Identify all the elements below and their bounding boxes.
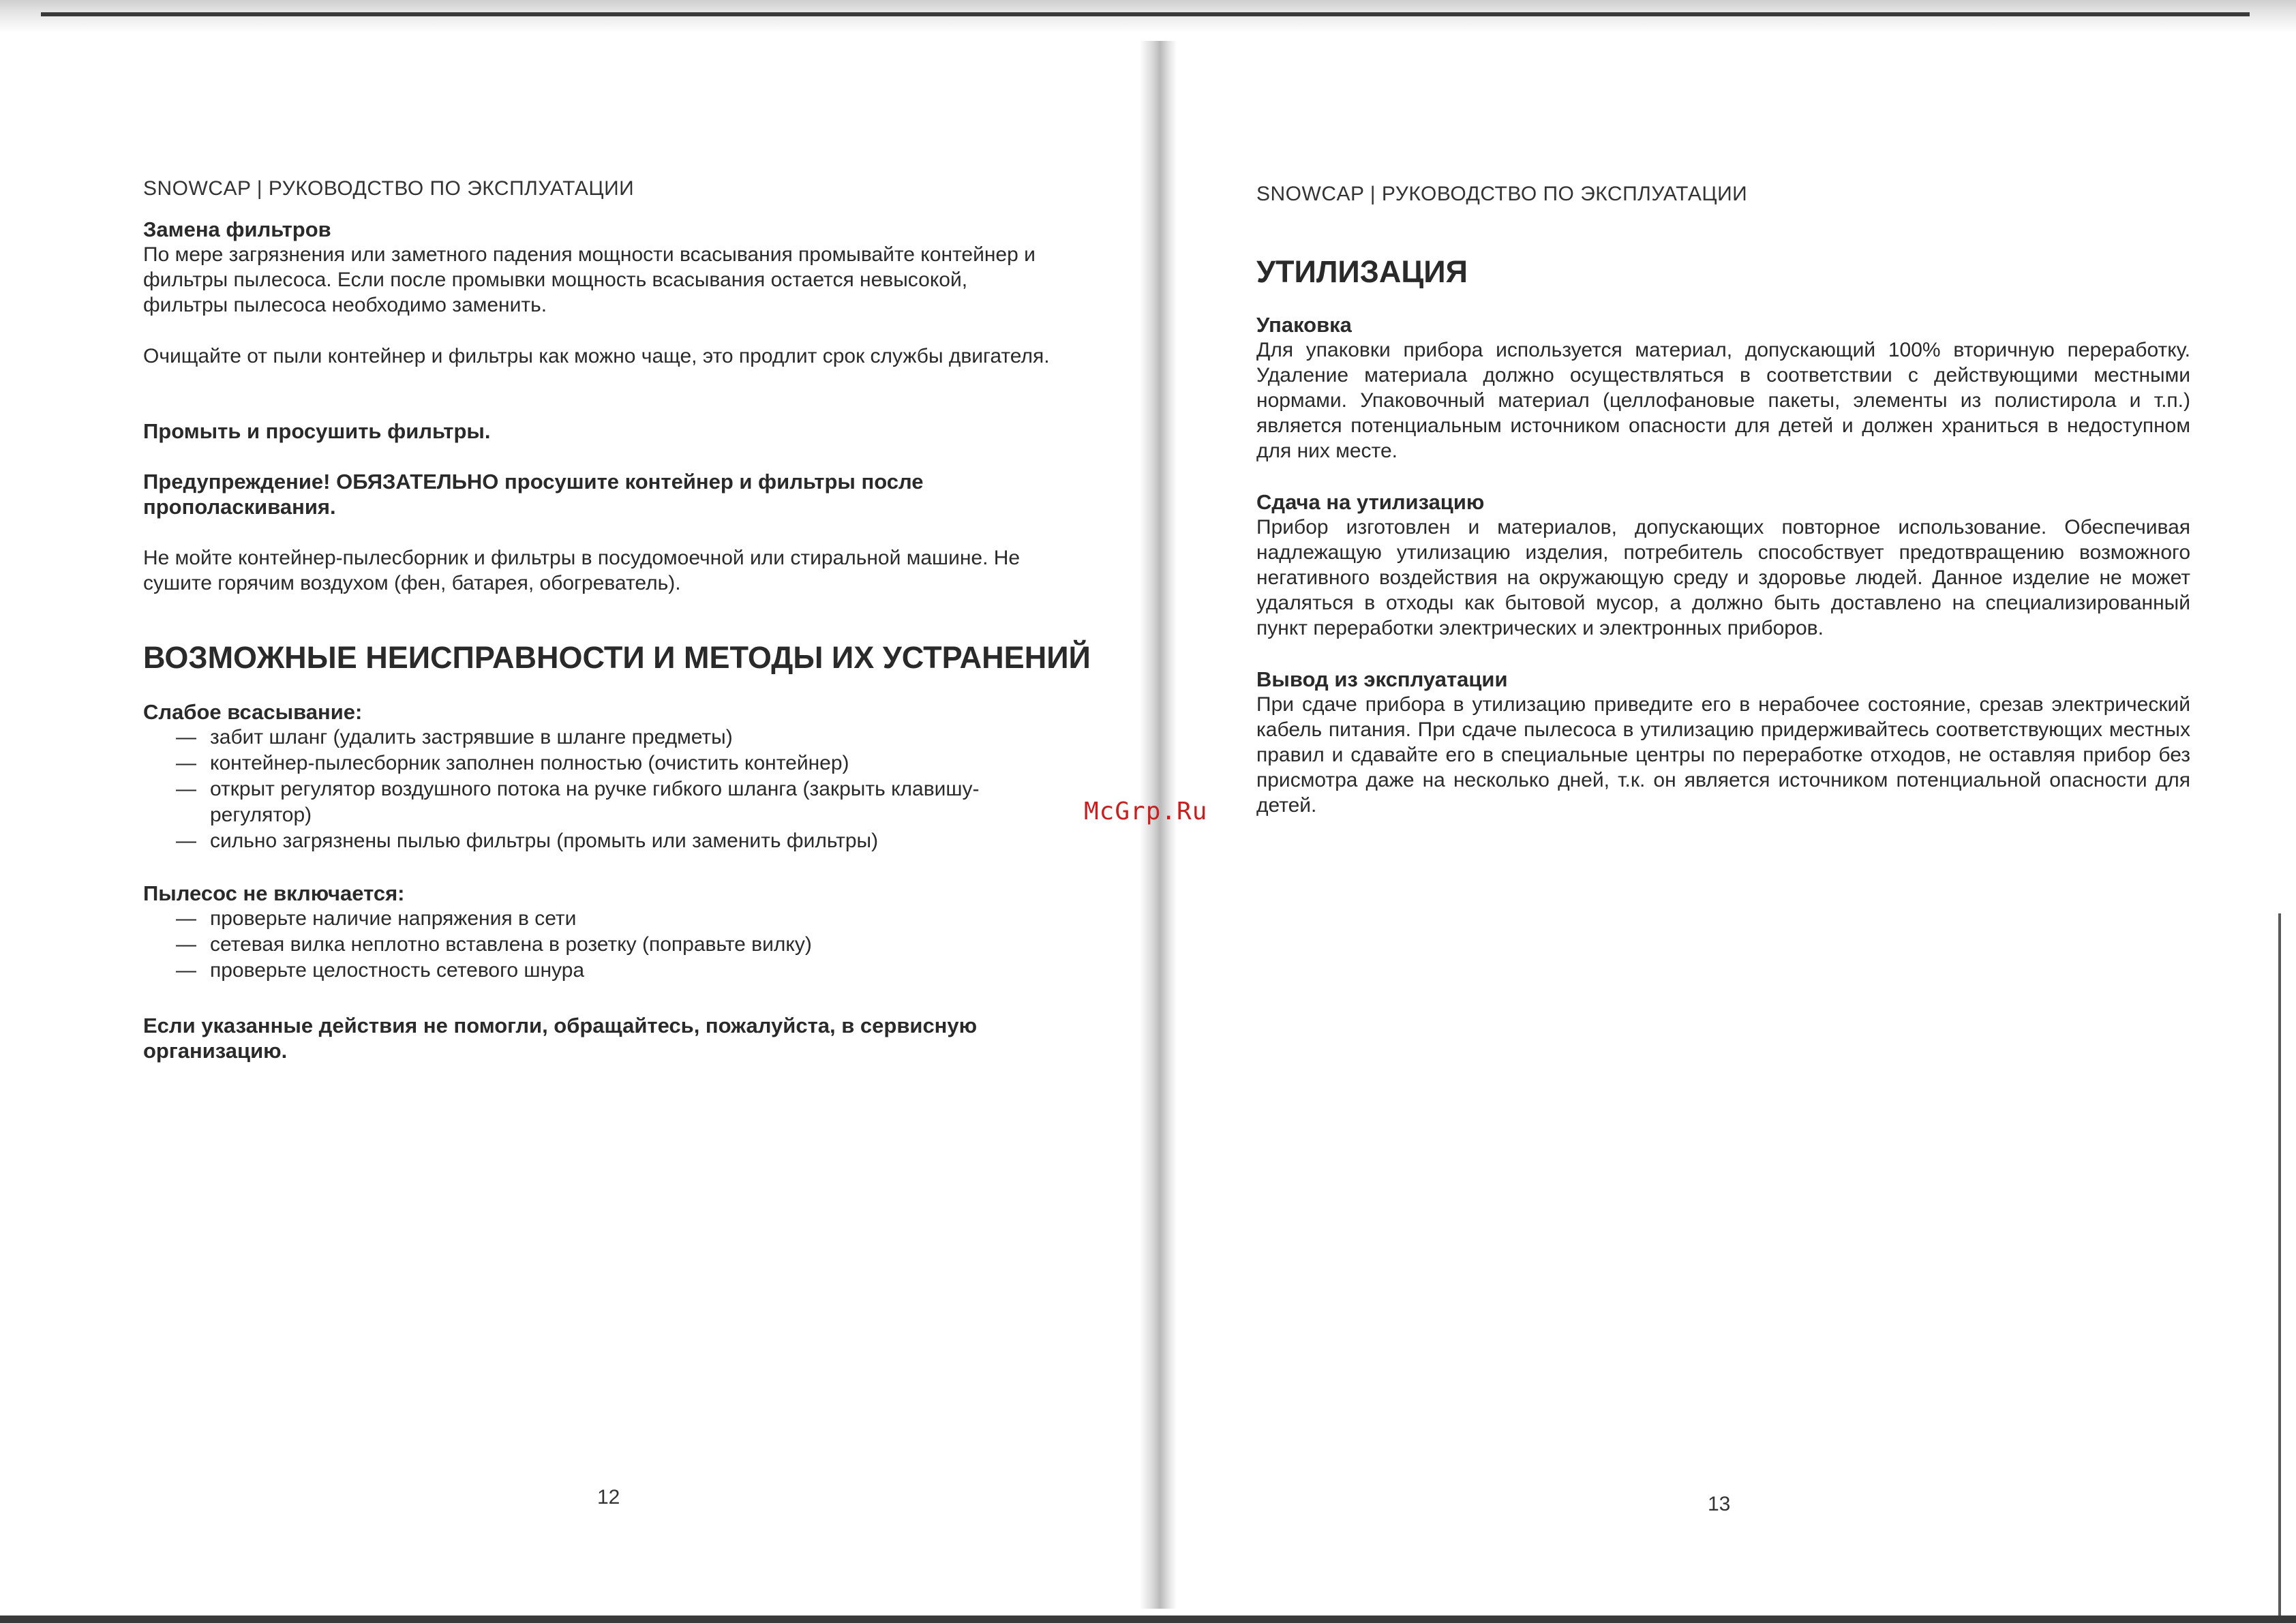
filters-warning: Предупреждение! ОБЯЗАТЕЛЬНО просушите контейнер и фильтры после прополаскивания. bbox=[143, 470, 924, 519]
left-page bbox=[143, 0, 1091, 1623]
closing-note: Если указанные действия не помогли, обращайтесь, пожалуйста, в сервисную организацию. bbox=[143, 1014, 978, 1063]
weak-suction-section bbox=[143, 699, 1057, 854]
recycling-text: Прибор изготовлен и материалов, допускающих повторное использование. Обеспечивая надлежащую утилизацию изделия, потребитель способствует предотвращению возможного негативного воздействия на окружающую среду и здоровье людей. Данное изделие не может удаляться в отходы как бытовой мусор, а должно быть доставлено на специализированный пункт переработки электрических и электронных приборов. bbox=[1256, 516, 2190, 639]
packaging-section bbox=[1256, 312, 2190, 464]
scan-right-edge bbox=[2278, 913, 2281, 1616]
filters-paragraph-2-block bbox=[143, 344, 1057, 369]
filters-paragraph-3-block bbox=[143, 545, 1057, 596]
filters-bold-1-block bbox=[143, 419, 1057, 444]
running-head: SNOWCAP | РУКОВОДСТВО ПО ЭКСПЛУАТАЦИИ bbox=[1256, 183, 1748, 205]
no-power-list bbox=[143, 906, 1057, 984]
weak-suction-list bbox=[143, 725, 1057, 854]
disposal-title: УТИЛИЗАЦИЯ bbox=[1256, 254, 1468, 289]
list-item: — открыт регулятор воздушного потока на ручке гибкого шланга (закрыть клавишу-регулятор) bbox=[176, 776, 1057, 828]
right-page bbox=[1256, 0, 2190, 1623]
filters-bold-1: Промыть и просушить фильтры. bbox=[143, 419, 491, 443]
list-item: — сильно загрязнены пылью фильтры (промыть или заменить фильтры) bbox=[176, 828, 1057, 854]
list-item: — проверьте целостность сетевого шнура bbox=[176, 958, 1057, 984]
filters-paragraph-2: Очищайте от пыли контейнер и фильтры как можно чаще, это продлит срок службы двигателя. bbox=[143, 345, 1050, 367]
recycling-heading: Сдача на утилизацию bbox=[1256, 490, 1485, 514]
troubleshooting-title: ВОЗМОЖНЫЕ НЕИСПРАВНОСТИ И МЕТОДЫ ИХ УСТРАНЕНИЙ bbox=[143, 640, 1091, 675]
filters-heading: Замена фильтров bbox=[143, 217, 331, 241]
no-power-section bbox=[143, 881, 1057, 984]
disposal-title-block bbox=[1256, 254, 2190, 290]
decommission-text: При сдаче прибора в утилизацию приведите его в нерабочее состояние, срезав электрический кабель питания. При сдаче пылесоса в утилизацию придерживайтесь соответствующих местных правил и сдавайте его в специальные центры по переработке отходов, не оставляя прибор без присмотра даже на несколько дней, т.к. он является источником потенциальной опасности для детей. bbox=[1256, 693, 2190, 817]
no-power-heading: Пылесос не включается: bbox=[143, 881, 405, 905]
recycling-section bbox=[1256, 489, 2190, 641]
packaging-heading: Упаковка bbox=[1256, 313, 1352, 337]
decommission-section bbox=[1256, 667, 2190, 818]
closing-block bbox=[143, 1013, 1057, 1063]
page-number: 12 bbox=[597, 1486, 620, 1508]
page-number: 13 bbox=[1708, 1493, 1731, 1515]
watermark: McGrp.Ru bbox=[1084, 798, 1208, 825]
filters-paragraph-1: По мере загрязнения или заметного падения мощности всасывания промывайте контейнер и фильтры пылесоса. Если после промывки мощность всасывания остается невысокой, фильтры пылесоса необходимо заменить. bbox=[143, 243, 1036, 316]
list-item: — сетевая вилка неплотно вставлена в розетку (поправьте вилку) bbox=[176, 932, 1057, 958]
running-head: SNOWCAP | РУКОВОДСТВО ПО ЭКСПЛУАТАЦИИ bbox=[143, 177, 635, 200]
filters-paragraph-3: Не мойте контейнер-пылесборник и фильтры в посудомоечной или стиральной машине. Не сушите горячим воздухом (фен, батарея, обогреватель). bbox=[143, 547, 1021, 594]
packaging-text: Для упаковки прибора используется материал, допускающий 100% вторичную переработку. Удаление материала должно осуществляться в соответствии с действующими местными нормами. Упаковочный материал (целлофановые пакеты, элементы из полистирола и т.п.) является потенциальным источником опасности для детей и должен храниться в недоступном для них месте. bbox=[1256, 339, 2190, 462]
list-item: — забит шланг (удалить застрявшие в шланге предметы) bbox=[176, 725, 1057, 750]
list-item: — контейнер-пылесборник заполнен полностью (очистить контейнер) bbox=[176, 750, 1057, 776]
filters-section bbox=[143, 217, 1057, 318]
weak-suction-heading: Слабое всасывание: bbox=[143, 700, 363, 724]
troubleshooting-title-block bbox=[143, 639, 1091, 676]
list-item: — проверьте наличие напряжения в сети bbox=[176, 906, 1057, 932]
decommission-heading: Вывод из эксплуатации bbox=[1256, 667, 1508, 691]
filters-warning-block bbox=[143, 469, 1057, 519]
